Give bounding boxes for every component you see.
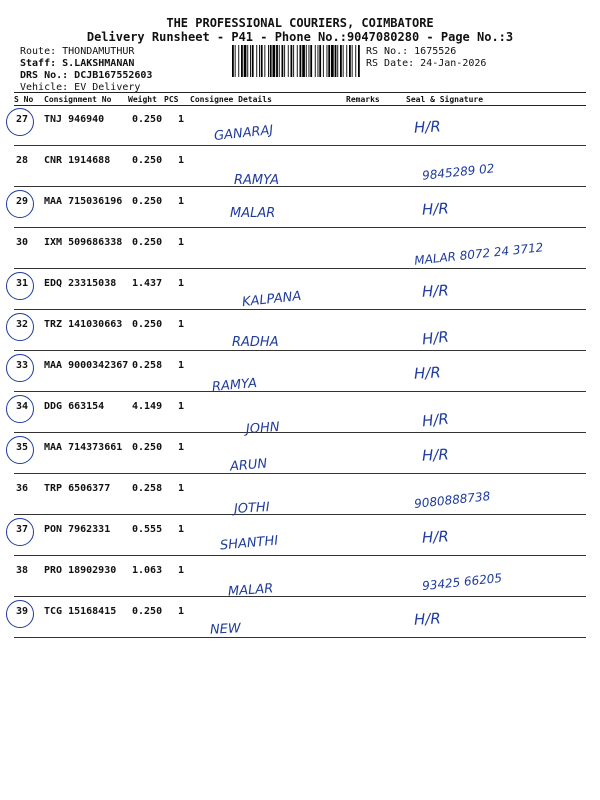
pieces: 1 bbox=[178, 401, 185, 412]
pieces: 1 bbox=[178, 360, 185, 371]
serial-number: 32 bbox=[16, 319, 29, 330]
consignment-number: PRO 18902930 bbox=[44, 565, 117, 576]
col-seal: Seal & Signature bbox=[406, 95, 484, 104]
rs-number: RS No.: 1675526 bbox=[366, 46, 457, 57]
consignee-signature: RADHA bbox=[232, 335, 279, 350]
consignee-signature: RAMYA bbox=[211, 376, 258, 395]
col-pcs: PCS bbox=[164, 95, 179, 104]
table-row bbox=[14, 145, 586, 187]
table-row bbox=[14, 186, 586, 228]
weight: 1.063 bbox=[132, 565, 163, 576]
serial-number: 37 bbox=[16, 524, 29, 535]
route-label: Route: THONDAMUTHUR bbox=[20, 46, 135, 57]
weight: 0.250 bbox=[132, 196, 163, 207]
circle-mark-icon bbox=[6, 354, 34, 382]
circle-mark-icon bbox=[6, 190, 34, 218]
consignee-signature: ARUN bbox=[229, 456, 268, 475]
weight: 0.250 bbox=[132, 606, 163, 617]
pieces: 1 bbox=[178, 524, 185, 535]
runsheet-subtitle: Delivery Runsheet - P41 - Phone No.:9047080280 - Page No.:3 bbox=[86, 30, 514, 44]
serial-number: 33 bbox=[16, 360, 29, 371]
pieces: 1 bbox=[178, 319, 185, 330]
consignment-number: TCG 15168415 bbox=[44, 606, 117, 617]
consignee-signature: JOTHI bbox=[233, 500, 270, 517]
weight: 0.258 bbox=[132, 483, 163, 494]
table-row bbox=[14, 432, 586, 474]
pieces: 1 bbox=[178, 565, 185, 576]
circle-mark-icon bbox=[6, 518, 34, 546]
consignee-signature: MALAR bbox=[230, 206, 276, 221]
pieces: 1 bbox=[178, 442, 185, 453]
table-row bbox=[14, 473, 586, 515]
col-consignee: Consignee Details bbox=[190, 95, 272, 104]
vehicle-label: Vehicle: EV Delivery bbox=[20, 82, 141, 93]
seal-signature: H/R bbox=[421, 527, 450, 547]
weight: 1.437 bbox=[132, 278, 163, 289]
consignment-number: MAA 714373661 bbox=[44, 442, 123, 453]
circle-mark-icon bbox=[6, 600, 34, 628]
pieces: 1 bbox=[178, 606, 185, 617]
circle-mark-icon bbox=[6, 313, 34, 341]
staff-label: Staff: S.LAKSHMANAN bbox=[20, 58, 135, 69]
seal-signature: H/R bbox=[421, 199, 450, 219]
weight: 0.258 bbox=[132, 360, 163, 371]
col-remarks: Remarks bbox=[346, 95, 380, 104]
col-sno: S No bbox=[14, 95, 34, 104]
weight: 0.250 bbox=[132, 442, 163, 453]
serial-number: 34 bbox=[16, 401, 29, 412]
seal-signature: H/R bbox=[413, 609, 442, 629]
consignee-signature: JOHN bbox=[245, 419, 281, 438]
circle-mark-icon bbox=[6, 108, 34, 136]
table-row bbox=[14, 104, 586, 146]
serial-number: 38 bbox=[16, 565, 29, 576]
rs-date: RS Date: 24-Jan-2026 bbox=[366, 58, 487, 69]
consignment-number: TRP 6506377 bbox=[44, 483, 111, 494]
seal-signature: H/R bbox=[421, 327, 450, 349]
table-row bbox=[14, 268, 586, 310]
consignment-number: MAA 9000342367 bbox=[44, 360, 129, 371]
consignee-signature: GANARAJ bbox=[213, 122, 274, 145]
weight: 0.555 bbox=[132, 524, 163, 535]
table-row bbox=[14, 391, 586, 438]
serial-number: 36 bbox=[16, 483, 29, 494]
seal-signature: 93425 66205 bbox=[421, 570, 503, 594]
weight: 0.250 bbox=[132, 237, 163, 248]
table-row bbox=[14, 596, 586, 638]
seal-signature: H/R bbox=[421, 445, 450, 465]
seal-signature: H/R bbox=[421, 409, 450, 431]
serial-number: 27 bbox=[16, 114, 29, 125]
seal-signature: H/R bbox=[413, 117, 442, 137]
table-row bbox=[14, 350, 586, 395]
seal-signature: 9080888738 bbox=[413, 489, 491, 511]
serial-number: 29 bbox=[16, 196, 29, 207]
consignment-number: IXM 509686338 bbox=[44, 237, 123, 248]
pieces: 1 bbox=[178, 278, 185, 289]
consignee-signature: NEW bbox=[209, 621, 242, 638]
weight: 0.250 bbox=[132, 319, 163, 330]
table-row bbox=[14, 227, 586, 269]
pieces: 1 bbox=[178, 237, 185, 248]
table-row bbox=[14, 514, 586, 556]
pieces: 1 bbox=[178, 196, 185, 207]
seal-signature: H/R bbox=[421, 281, 450, 301]
pieces: 1 bbox=[178, 114, 185, 125]
consignment-number: TNJ 946940 bbox=[44, 114, 105, 125]
consignment-number: MAA 715036196 bbox=[44, 196, 123, 207]
pieces: 1 bbox=[178, 155, 185, 166]
company-title: THE PROFESSIONAL COURIERS, COIMBATORE bbox=[166, 16, 434, 30]
seal-signature: MALAR 8072 24 3712 bbox=[413, 240, 544, 268]
circle-mark-icon bbox=[6, 272, 34, 300]
consignment-number: TRZ 141030663 bbox=[44, 319, 123, 330]
weight: 0.250 bbox=[132, 155, 163, 166]
consignment-number: CNR 1914688 bbox=[44, 155, 111, 166]
serial-number: 31 bbox=[16, 278, 29, 289]
serial-number: 39 bbox=[16, 606, 29, 617]
circle-mark-icon bbox=[6, 395, 34, 423]
table-row bbox=[14, 555, 586, 600]
consignment-number: PON 7962331 bbox=[44, 524, 111, 535]
consignment-number: EDQ 23315038 bbox=[44, 278, 117, 289]
seal-signature: 9845289 02 bbox=[421, 161, 496, 183]
seal-signature: H/R bbox=[413, 363, 442, 383]
pieces: 1 bbox=[178, 483, 185, 494]
serial-number: 30 bbox=[16, 237, 29, 248]
serial-number: 35 bbox=[16, 442, 29, 453]
weight: 0.250 bbox=[132, 114, 163, 125]
circle-mark-icon bbox=[6, 436, 34, 464]
serial-number: 28 bbox=[16, 155, 29, 166]
consignee-signature: SHANTHI bbox=[219, 533, 279, 554]
col-weight: Weight bbox=[128, 95, 157, 104]
col-consignment: Consignment No bbox=[44, 95, 112, 104]
weight: 4.149 bbox=[132, 401, 163, 412]
consignee-signature: KALPANA bbox=[241, 288, 302, 311]
consignee-signature: MALAR bbox=[227, 581, 274, 600]
consignee-signature: RAMYA bbox=[234, 173, 279, 188]
barcode bbox=[232, 45, 360, 77]
consignment-number: DDG 663154 bbox=[44, 401, 105, 412]
table-row bbox=[14, 309, 586, 351]
drs-number: DRS No.: DCJB167552603 bbox=[20, 70, 153, 81]
